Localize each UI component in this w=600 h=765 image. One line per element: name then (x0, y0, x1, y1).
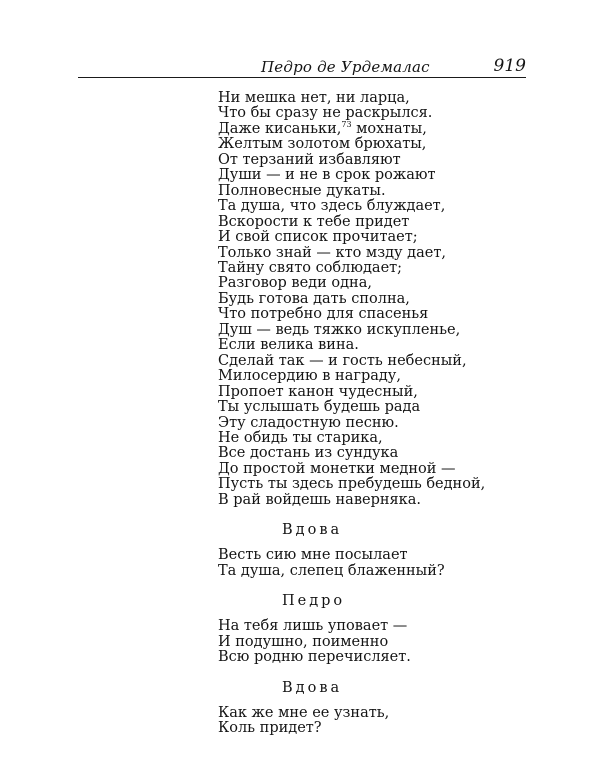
verse-line: Коль придет? (218, 719, 322, 736)
running-header (78, 54, 526, 78)
verse-line: Та душа, слепец блаженный? (218, 562, 445, 579)
verse-line (218, 122, 548, 137)
verse-line: Пропоет канон чудесный, (218, 383, 418, 400)
verse-line: От терзаний избавляют (218, 151, 401, 168)
verse-line: Не обидь ты старика, (218, 429, 383, 446)
verse-line: До простой монетки медной — (218, 460, 456, 477)
verse-line: И подушно, поименно (218, 633, 389, 650)
verse-line: И свой список прочитает; (218, 229, 418, 246)
verse-line: Как же мне ее узнать, (218, 704, 390, 721)
verse-line: Все достань из сундука (218, 445, 399, 462)
verse-line: Милосердию в награду, (218, 368, 401, 385)
verse-text: Даже кисаньки, (218, 120, 342, 137)
verse-line: Желтым золотом брюхаты, (218, 136, 427, 153)
verse-line: Что бы сразу не раскрылся. (218, 105, 433, 122)
stanza-4 (218, 706, 548, 737)
verse-line: На тебя лишь уповает — (218, 618, 408, 635)
verse-text: мохнаты, (351, 120, 427, 137)
verse-line: Тайну свято соблюдает; (218, 259, 403, 276)
stanza-1 (218, 91, 548, 508)
running-title: Педро де Урдемалас (261, 58, 430, 76)
verse-line: Если велика вина. (218, 337, 359, 354)
verse-line: В рай войдешь наверняка. (218, 491, 421, 508)
verse-body (218, 91, 548, 736)
speaker-name: Вдова (282, 522, 343, 539)
verse-line: Весть сию мне посылает (218, 547, 408, 564)
verse-line: Души — и не в срок рожают (218, 167, 436, 184)
verse-line: Разговор веди одна, (218, 275, 372, 292)
verse-line: Только знай — кто мзду дает, (218, 244, 446, 261)
verse-line: Пусть ты здесь пребудешь бедной, (218, 476, 486, 493)
verse-line: Ты услышать будешь рада (218, 399, 421, 416)
verse-line: Всю родню перечисляет. (218, 649, 411, 666)
stanza-2 (218, 548, 548, 579)
verse-line: Полновесные дукаты. (218, 182, 386, 199)
verse-line: Душ — ведь тяжко искупленье, (218, 321, 461, 338)
verse-line: Будь готова дать сполна, (218, 290, 410, 307)
header-rule (78, 77, 526, 78)
speaker-name: Вдова (282, 679, 343, 696)
verse-line: Что потребно для спасенья (218, 306, 429, 323)
page-number: 919 (493, 56, 526, 76)
verse-line: Вскорости к тебе придет (218, 213, 410, 230)
footnote-ref: 73 (341, 120, 352, 130)
speaker-name: Педро (282, 593, 346, 610)
verse-line: Та душа, что здесь блуждает, (218, 198, 446, 215)
verse-line: Ни мешка нет, ни ларца, (218, 90, 410, 106)
verse-line: Эту сладостную песню. (218, 414, 399, 431)
stanza-3 (218, 619, 548, 665)
verse-line: Сделай так — и гость небесный, (218, 352, 467, 369)
